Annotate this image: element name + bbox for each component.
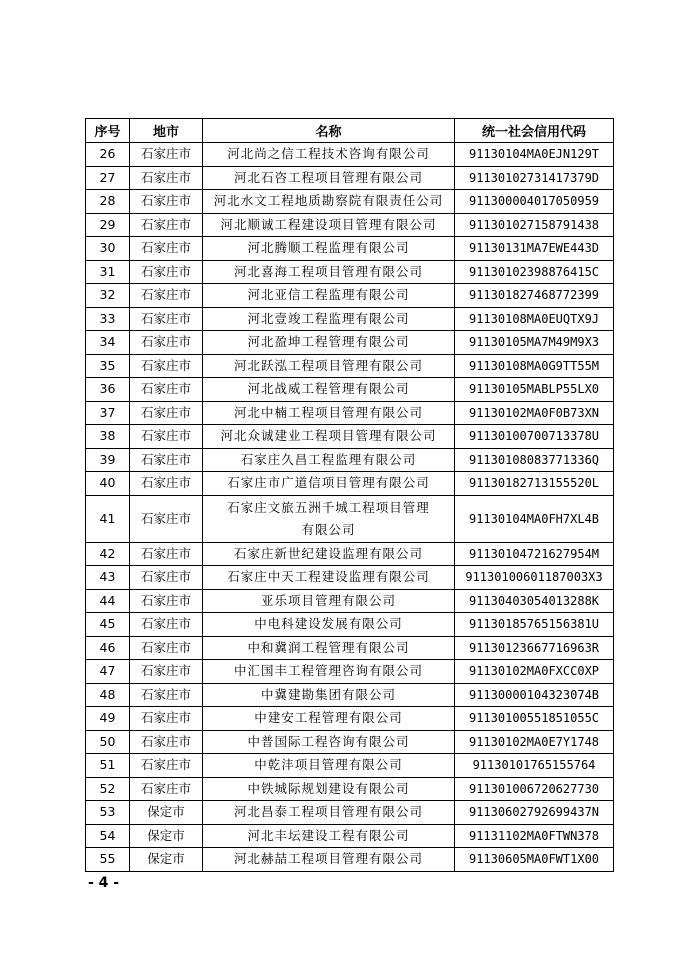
cell-no: 40 [86,472,130,496]
cell-code: 911301027158791438 [455,213,614,237]
cell-city: 石家庄市 [130,636,203,660]
cell-name [203,143,455,167]
company-name: 中铁城际规划建设有限公司 [247,780,410,796]
company-name: 中电科建设发展有限公司 [254,616,403,632]
company-name: 河北赫喆工程项目管理有限公司 [233,851,423,867]
cell-no: 53 [86,801,130,825]
table-row [86,425,614,449]
cell-city: 石家庄市 [130,495,203,542]
table-row [86,260,614,284]
cell-city: 石家庄市 [130,613,203,637]
company-name: 河北盈坤工程管理有限公司 [247,334,410,350]
cell-no: 42 [86,542,130,566]
company-name: 河北水文工程地质勘察院有限责任公司 [213,193,444,209]
table-row [86,190,614,214]
cell-code: 91130100601187003X3 [455,566,614,590]
cell-city: 石家庄市 [130,284,203,308]
table-row [86,683,614,707]
page-number: - 4 - [88,875,120,891]
company-name: 中建安工程管理有限公司 [254,710,403,726]
table-row [86,143,614,167]
cell-code: 91130182713155520L [455,472,614,496]
cell-no: 45 [86,613,130,637]
cell-name [203,331,455,355]
cell-code: 91130105MA7M49M9X3 [455,331,614,355]
table-row [86,848,614,872]
table-row [86,401,614,425]
cell-code: 91130105MABLP55LX0 [455,378,614,402]
cell-name [203,237,455,261]
table-header-row [86,119,614,143]
cell-no: 38 [86,425,130,449]
company-name: 石家庄新世纪建设监理有限公司 [233,545,423,561]
cell-code: 91130104721627954M [455,542,614,566]
cell-code: 91130100551851055C [455,707,614,731]
header-name: 名称 [203,119,455,143]
company-name: 河北中楠工程项目管理有限公司 [233,404,423,420]
cell-code: 91130108MA0EUQTX9J [455,307,614,331]
cell-no: 49 [86,707,130,731]
cell-name [203,401,455,425]
cell-name [203,801,455,825]
cell-city: 石家庄市 [130,260,203,284]
cell-city: 石家庄市 [130,542,203,566]
cell-name [203,824,455,848]
cell-code: 91130403054013288K [455,589,614,613]
cell-city: 保定市 [130,824,203,848]
table-row [86,566,614,590]
cell-city: 石家庄市 [130,378,203,402]
cell-city: 石家庄市 [130,683,203,707]
cell-city: 石家庄市 [130,401,203,425]
company-name: 石家庄市广道信项目管理有限公司 [227,475,430,491]
table-row [86,801,614,825]
table-row [86,777,614,801]
header-code: 统一社会信用代码 [455,119,614,143]
table-row [86,378,614,402]
table-row [86,589,614,613]
cell-no: 28 [86,190,130,214]
cell-city: 石家庄市 [130,425,203,449]
company-name: 河北丰坛建设工程有限公司 [247,827,410,843]
cell-code: 91130102MA0F0B73XN [455,401,614,425]
cell-city: 石家庄市 [130,307,203,331]
cell-code: 91130000104323074B [455,683,614,707]
cell-code: 91130602792699437N [455,801,614,825]
cell-no: 47 [86,660,130,684]
company-name: 河北石咨工程项目管理有限公司 [233,169,423,185]
table-row [86,307,614,331]
cell-no: 46 [86,636,130,660]
cell-city: 石家庄市 [130,190,203,214]
company-name: 河北喜海工程项目管理有限公司 [233,263,423,279]
cell-no: 41 [86,495,130,542]
cell-city: 石家庄市 [130,730,203,754]
cell-no: 54 [86,824,130,848]
table-row [86,542,614,566]
company-name: 中乾沣项目管理有限公司 [254,757,403,773]
cell-code: 91130102MA0FXCC0XP [455,660,614,684]
table-row [86,472,614,496]
cell-name [203,495,455,542]
company-name: 亚乐项目管理有限公司 [260,592,396,608]
cell-name [203,660,455,684]
table-row [86,707,614,731]
cell-name [203,613,455,637]
cell-name [203,166,455,190]
company-name: 石家庄中天工程建设监理有限公司 [227,569,430,585]
table-row [86,660,614,684]
cell-no: 30 [86,237,130,261]
cell-city: 石家庄市 [130,777,203,801]
table-row [86,636,614,660]
cell-no: 32 [86,284,130,308]
cell-no: 33 [86,307,130,331]
company-name: 河北跃泓工程项目管理有限公司 [233,357,423,373]
table-row [86,448,614,472]
cell-code: 91130104MA0EJN129T [455,143,614,167]
table-row [86,166,614,190]
header-city: 地市 [130,119,203,143]
cell-city: 石家庄市 [130,213,203,237]
cell-name [203,448,455,472]
cell-code: 91130123667716963R [455,636,614,660]
cell-code: 91130131MA7EWE443D [455,237,614,261]
cell-no: 52 [86,777,130,801]
company-name: 河北亚信工程监理有限公司 [247,287,410,303]
company-name: 河北众诚建业工程项目管理有限公司 [220,428,437,444]
cell-name [203,284,455,308]
table-row [86,730,614,754]
cell-city: 保定市 [130,801,203,825]
cell-city: 石家庄市 [130,660,203,684]
table-row [86,613,614,637]
table-row [86,495,614,542]
cell-name [203,190,455,214]
cell-code: 91130108083771336Q [455,448,614,472]
cell-city: 石家庄市 [130,448,203,472]
cell-code: 91130102398876415C [455,260,614,284]
cell-no: 55 [86,848,130,872]
cell-name [203,707,455,731]
cell-no: 34 [86,331,130,355]
cell-name [203,472,455,496]
cell-city: 石家庄市 [130,331,203,355]
table-row [86,824,614,848]
cell-no: 39 [86,448,130,472]
table-row [86,331,614,355]
cell-no: 26 [86,143,130,167]
cell-no: 37 [86,401,130,425]
cell-name [203,683,455,707]
company-list-table-wrapper [85,118,613,872]
cell-city: 石家庄市 [130,754,203,778]
cell-name [203,777,455,801]
cell-code: 911300004017050959 [455,190,614,214]
company-name: 中普国际工程咨询有限公司 [247,733,410,749]
cell-no: 44 [86,589,130,613]
company-name: 河北战威工程管理有限公司 [247,381,410,397]
table-row [86,754,614,778]
cell-name [203,354,455,378]
cell-name [203,566,455,590]
cell-name [203,636,455,660]
company-name: 河北顺诚工程建设项目管理有限公司 [220,216,437,232]
cell-name [203,542,455,566]
company-name: 石家庄文旅五洲千城工程项目管理 [227,499,430,515]
cell-no: 43 [86,566,130,590]
cell-code: 91130102MA0E7Y1748 [455,730,614,754]
cell-code: 911301827468772399 [455,284,614,308]
cell-city: 石家庄市 [130,237,203,261]
cell-code: 911301006720627730 [455,777,614,801]
cell-city: 石家庄市 [130,354,203,378]
cell-code: 91130102731417379D [455,166,614,190]
cell-city: 保定市 [130,848,203,872]
cell-name [203,260,455,284]
cell-name [203,307,455,331]
table-row [86,237,614,261]
cell-code: 91131102MA0FTWN378 [455,824,614,848]
cell-no: 48 [86,683,130,707]
company-name: 河北尚之信工程技术咨询有限公司 [227,146,430,162]
cell-city: 石家庄市 [130,566,203,590]
company-name: 河北腾顺工程监理有限公司 [247,240,410,256]
table-row [86,213,614,237]
company-name: 石家庄久昌工程监理有限公司 [240,451,417,467]
cell-city: 石家庄市 [130,589,203,613]
cell-code: 91130605MA0FWT1X00 [455,848,614,872]
cell-name [203,425,455,449]
cell-no: 27 [86,166,130,190]
company-list-table [85,118,614,872]
cell-name [203,213,455,237]
cell-no: 51 [86,754,130,778]
table-row [86,284,614,308]
cell-name [203,378,455,402]
cell-code: 91130104MA0FH7XL4B [455,495,614,542]
cell-no: 29 [86,213,130,237]
cell-no: 31 [86,260,130,284]
company-name: 中汇国丰工程管理咨询有限公司 [233,663,423,679]
header-no: 序号 [86,119,130,143]
cell-city: 石家庄市 [130,472,203,496]
cell-no: 36 [86,378,130,402]
table-row [86,354,614,378]
cell-name [203,848,455,872]
cell-no: 50 [86,730,130,754]
cell-city: 石家庄市 [130,143,203,167]
cell-code: 91130185765156381U [455,613,614,637]
cell-no: 35 [86,354,130,378]
company-name: 中冀建勘集团有限公司 [260,686,396,702]
cell-code: 91130108MA0G9TT55M [455,354,614,378]
company-name: 河北壹竣工程监理有限公司 [247,310,410,326]
cell-name [203,589,455,613]
company-name: 中和冀润工程管理有限公司 [247,639,410,655]
company-name: 河北昌泰工程项目管理有限公司 [233,804,423,820]
company-name-continued: 有限公司 [301,521,356,537]
cell-code: 91130100700713378U [455,425,614,449]
table-body [86,143,614,872]
cell-name [203,754,455,778]
cell-code: 91130101765155764 [455,754,614,778]
cell-city: 石家庄市 [130,166,203,190]
cell-name [203,730,455,754]
cell-city: 石家庄市 [130,707,203,731]
